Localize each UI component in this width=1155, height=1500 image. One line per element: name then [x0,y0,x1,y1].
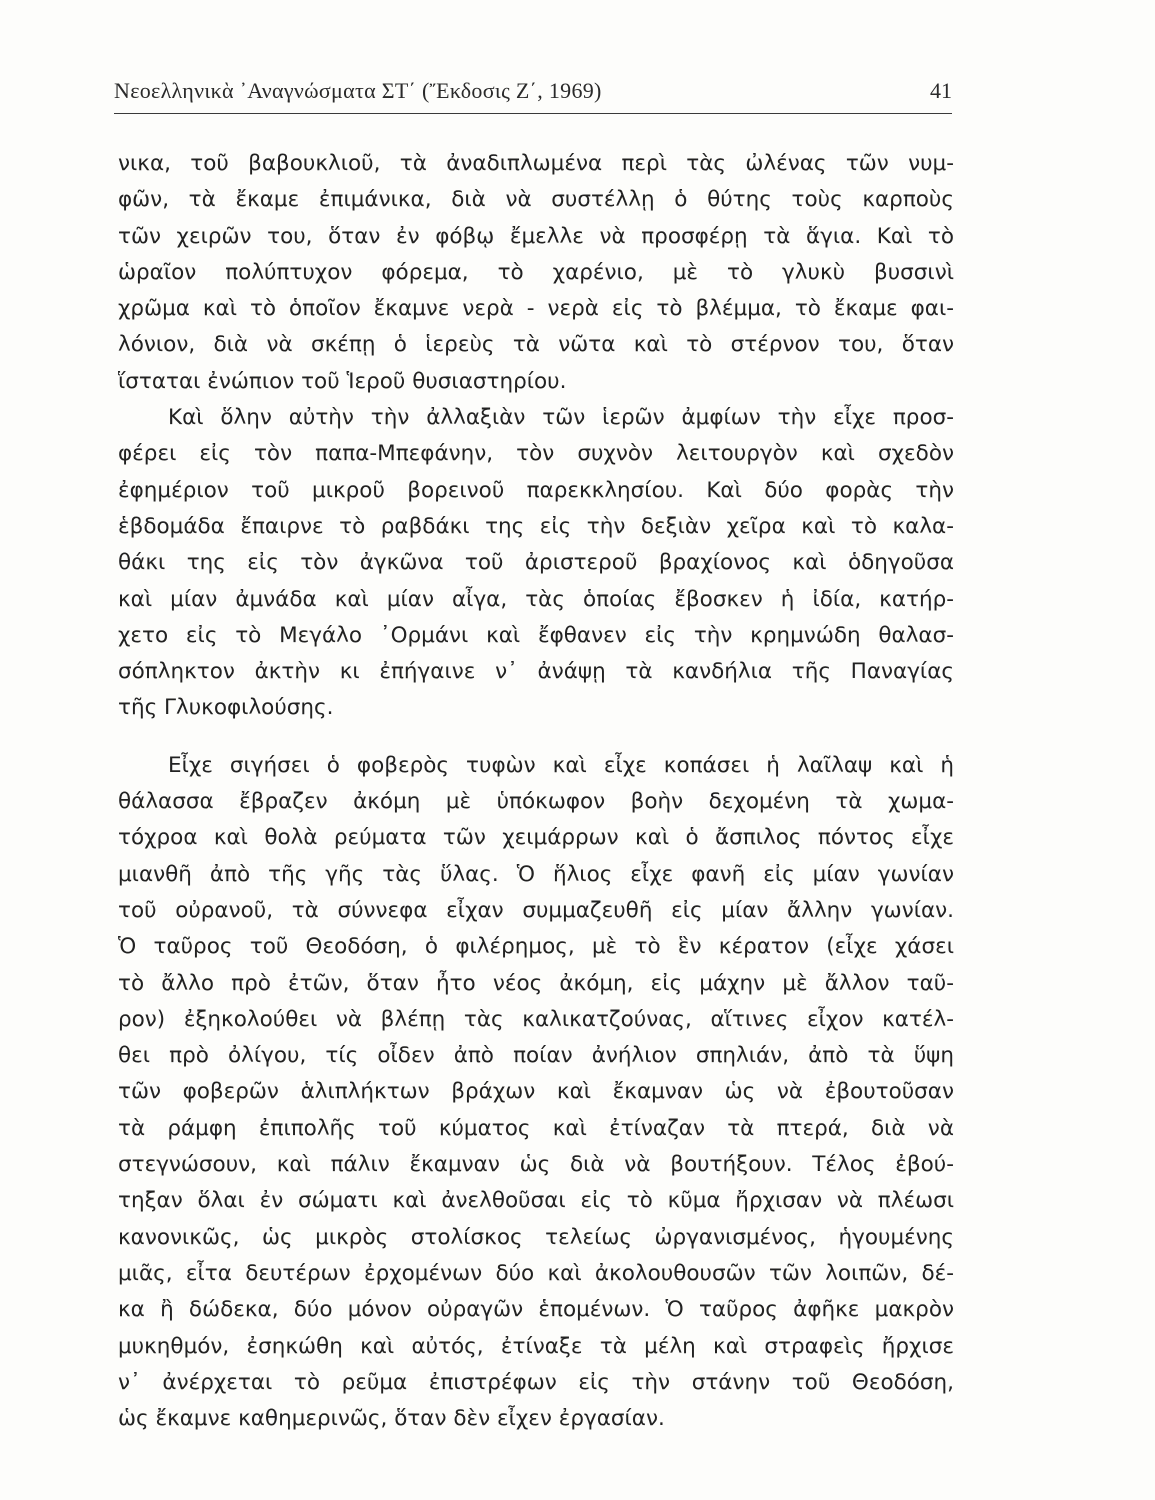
text-line: θάλασσα ἔβραζεν ἀκόμη μὲ ὑπόκωφον βοὴν δεχομένη τὰ χωμα- [118,789,954,815]
paragraph-2 [118,400,954,727]
text-line: φῶν, τὰ ἔκαμε ἐπιμάνικα, διὰ νὰ συστέλλῃ ὁ θύτης τοὺς καρποὺς [118,187,954,213]
text-line: κα ἢ δώδεκα, δύο μόνον οὐραγῶν ἑπομένων. Ὁ ταῦρος ἀφῆκε μακρὸν [118,1297,954,1323]
text-line: Καὶ ὅλην αὐτὴν τὴν ἀλλαξιὰν τῶν ἱερῶν ἀμφίων τὴν εἶχε προσ- [168,405,954,431]
text-line: μιανθῆ ἀπὸ τῆς γῆς τὰς ὕλας. Ὁ ἥλιος εἶχε φανῆ εἰς μίαν γωνίαν [118,861,954,887]
text-line: νικα, τοῦ βαβουκλιοῦ, τὰ ἀναδιπλωμένα περὶ τὰς ὠλένας τῶν νυμ- [118,151,954,176]
text-line: ἐφημέριον τοῦ μικροῦ βορεινοῦ παρεκκλησίου. Καὶ δύο φορὰς τὴν [118,477,954,503]
paragraph-3 [118,748,954,1438]
text-line: μυκηθμόν, ἐσηκώθη καὶ αὐτός, ἐτίναξε τὰ μέλη καὶ στραφεὶς ἤρχισε [118,1333,954,1359]
page-number: 41 [930,78,952,103]
text-line: τηξαν ὅλαι ἐν σώματι καὶ ἀνελθοῦσαι εἰς τὸ κῦμα ἤρχισαν νὰ πλέωσι [118,1188,954,1214]
text-line: ὡς ἔκαμνε καθημερινῶς, ὅταν δὲν εἶχεν ἐργασίαν. [118,1406,665,1432]
paragraph-gap [118,727,954,748]
text-line: τῆς Γλυκοφιλούσης. [118,695,334,721]
text-line: θάκι της εἰς τὸν ἀγκῶνα τοῦ ἀριστεροῦ βραχίονος καὶ ὁδηγοῦσα [118,550,954,576]
text-line: μιᾶς, εἶτα δευτέρων ἐρχομένων δύο καὶ ἀκολουθουσῶν τῶν λοιπῶν, δέ- [118,1260,954,1286]
paragraph-1 [118,146,954,400]
text-line: ἵσταται ἐνώπιον τοῦ Ἱεροῦ θυσιαστηρίου. [118,368,567,394]
text-line: Ὁ ταῦρος τοῦ Θεοδόση, ὁ φιλέρημος, μὲ τὸ ἓν κέρατον (εἶχε χάσει [118,934,954,960]
text-line: ἑβδομάδα ἔπαιρνε τὸ ραβδάκι της εἰς τὴν δεξιὰν χεῖρα καὶ τὸ καλα- [118,513,954,539]
text-line: καὶ μίαν ἀμνάδα καὶ μίαν αἶγα, τὰς ὁποίας ἔβοσκεν ἡ ἰδία, κατήρ- [118,586,954,612]
text-line: τὰ ράμφη ἐπιπολῆς τοῦ κύματος καὶ ἐτίναζαν τὰ πτερά, διὰ νὰ [118,1115,954,1141]
text-line: κανονικῶς, ὡς μικρὸς στολίσκος τελείως ὠργανισμένος, ἡγουμένης [118,1224,954,1250]
header-title: Νεοελληνικὰ ᾿Αναγνώσματα ΣΤ΄ (Ἔκδοσις Ζ΄, 1969) [114,78,602,103]
text-line: χρῶμα καὶ τὸ ὁποῖον ἔκαμνε νερὰ - νερὰ εἰς τὸ βλέμμα, τὸ ἔκαμε φαι- [118,296,954,322]
text-line: τοῦ οὐρανοῦ, τὰ σύννεφα εἶχαν συμμαζευθῆ εἰς μίαν ἄλλην γωνίαν. [118,897,954,923]
body-text [118,146,954,1437]
text-line: λόνιον, διὰ νὰ σκέπῃ ὁ ἱερεὺς τὰ νῶτα καὶ τὸ στέρνον του, ὅταν [118,332,954,358]
text-line: τὸ ἄλλο πρὸ ἐτῶν, ὅταν ἦτο νέος ἀκόμη, εἰς μάχην μὲ ἄλλον ταῦ- [118,970,954,996]
text-line: ὡραῖον πολύπτυχον φόρεμα, τὸ χαρένιο, μὲ τὸ γλυκὺ βυσσινὶ [118,259,954,285]
header-rule [114,113,952,114]
text-line: στεγνώσουν, καὶ πάλιν ἔκαμναν ὡς διὰ νὰ βουτήξουν. Τέλος ἐβού- [118,1152,954,1178]
text-line: τόχροα καὶ θολὰ ρεύματα τῶν χειμάρρων καὶ ὁ ἄσπιλος πόντος εἶχε [118,825,954,851]
text-line: ρον) ἐξηκολούθει νὰ βλέπῃ τὰς καλικατζούνας, αἵτινες εἶχον κατέλ- [118,1006,954,1032]
text-line: ν᾿ ἀνέρχεται τὸ ρεῦμα ἐπιστρέφων εἰς τὴν στάνην τοῦ Θεοδόση, [118,1369,954,1395]
text-line: τῶν χειρῶν του, ὅταν ἐν φόβῳ ἔμελλε νὰ προσφέρῃ τὰ ἅγια. Καὶ τὸ [118,223,954,249]
text-line: σόπληκτον ἀκτὴν κι ἐπήγαινε ν᾿ ἀνάψῃ τὰ κανδήλια τῆς Παναγίας [118,659,954,685]
text-line: Εἶχε σιγήσει ὁ φοβερὸς τυφὼν καὶ εἶχε κοπάσει ἡ λαῖλαψ καὶ ἡ [168,752,954,778]
text-line: θει πρὸ ὀλίγου, τίς οἶδεν ἀπὸ ποίαν ἀνήλιον σπηλιάν, ἀπὸ τὰ ὕψη [118,1043,954,1069]
text-line: τῶν φοβερῶν ἁλιπλήκτων βράχων καὶ ἔκαμναν ὡς νὰ ἐβουτοῦσαν [118,1079,954,1105]
running-header [114,78,952,112]
text-line: χετο εἰς τὸ Μεγάλο ᾿Ορμάνι καὶ ἔφθανεν εἰς τὴν κρημνώδη θαλασ- [118,622,954,648]
text-line: φέρει εἰς τὸν παπα-Μπεφάνην, τὸν συχνὸν λειτουργὸν καὶ σχεδὸν [118,441,954,467]
